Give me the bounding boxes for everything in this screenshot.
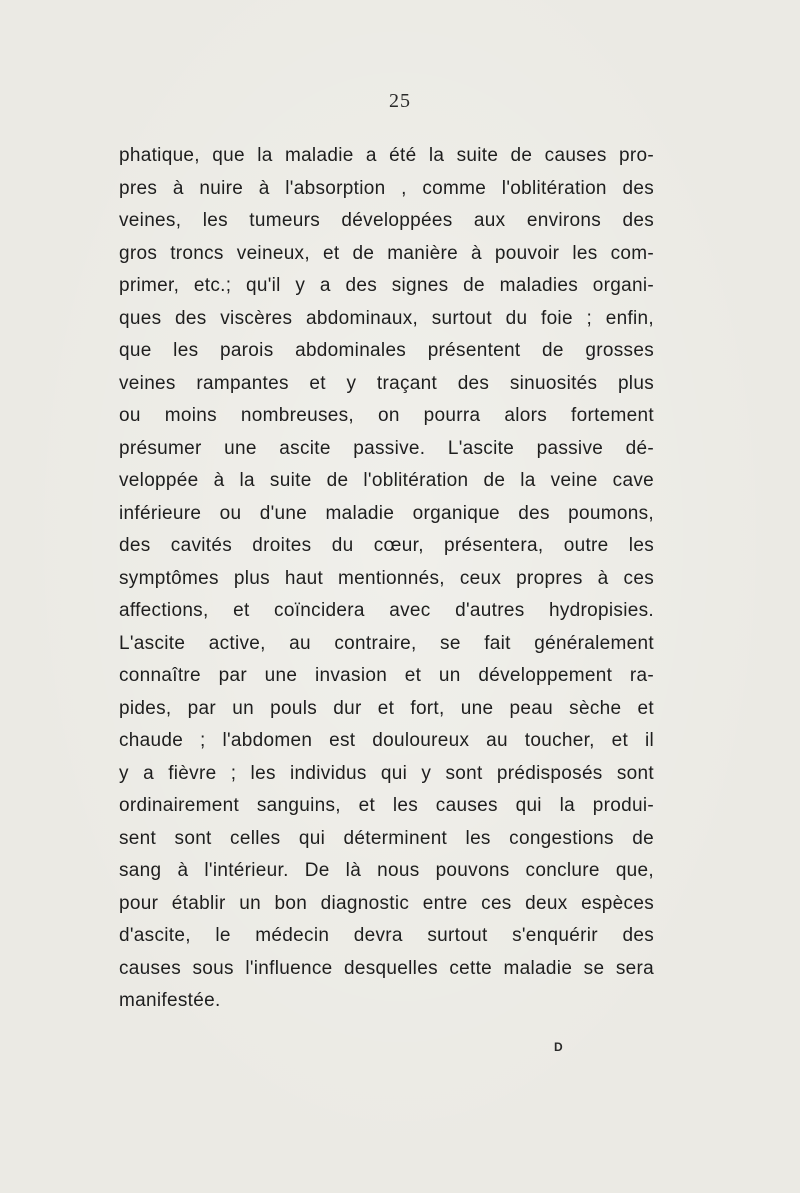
text-line: ou moins nombreuses, on pourra alors fortement: [119, 405, 654, 426]
text-line: inférieure ou d'une maladie organique des poumons,: [119, 502, 654, 524]
text-line: chaude ; l'abdomen est douloureux au toucher, et il: [119, 730, 654, 751]
text-line: L'ascite active, au contraire, se fait généralement: [119, 632, 654, 654]
text-line: des cavités droites du cœur, présentera, outre les: [119, 535, 654, 556]
text-line: phatique, que la maladie a été la suite de causes pro-: [119, 145, 654, 166]
text-line: causes sous l'influence desquelles cette maladie se sera: [119, 957, 654, 979]
text-line: pres à nuire à l'absorption , comme l'oblitération des: [119, 177, 654, 199]
signature-mark: D: [554, 1040, 563, 1054]
text-line: pides, par un pouls dur et fort, une peau sèche et: [119, 697, 654, 719]
text-line: primer, etc.; qu'il y a des signes de maladies organi-: [119, 275, 654, 296]
text-line: présumer une ascite passive. L'ascite passive dé-: [119, 437, 654, 459]
text-line: veloppée à la suite de l'oblitération de la veine cave: [119, 470, 654, 491]
text-line: que les parois abdominales présentent de grosses: [119, 340, 654, 361]
text-line: veines rampantes et y traçant des sinuosités plus: [119, 372, 654, 394]
page-number: 25: [389, 90, 411, 112]
text-line: pour établir un bon diagnostic entre ces deux espèces: [119, 892, 654, 914]
text-line: ques des viscères abdominaux, surtout du foie ; enfin,: [119, 307, 654, 329]
text-line: sang à l'intérieur. De là nous pouvons conclure que,: [119, 860, 654, 881]
text-line-last: manifestée.: [119, 990, 221, 1011]
text-line: y a fièvre ; les individus qui y sont prédisposés sont: [119, 762, 654, 784]
text-line: veines, les tumeurs développées aux environs des: [119, 210, 654, 231]
text-line: ordinairement sanguins, et les causes qui la produi-: [119, 795, 654, 816]
text-line: affections, et coïncidera avec d'autres hydropisies.: [119, 600, 654, 621]
text-line: d'ascite, le médecin devra surtout s'enquérir des: [119, 925, 654, 946]
text-line: gros troncs veineux, et de manière à pouvoir les com-: [119, 242, 654, 264]
text-line: sent sont celles qui déterminent les congestions de: [119, 827, 654, 849]
body-text: [119, 140, 654, 1018]
text-line: symptômes plus haut mentionnés, ceux propres à ces: [119, 567, 654, 589]
text-line: connaître par une invasion et un développement ra-: [119, 665, 654, 686]
